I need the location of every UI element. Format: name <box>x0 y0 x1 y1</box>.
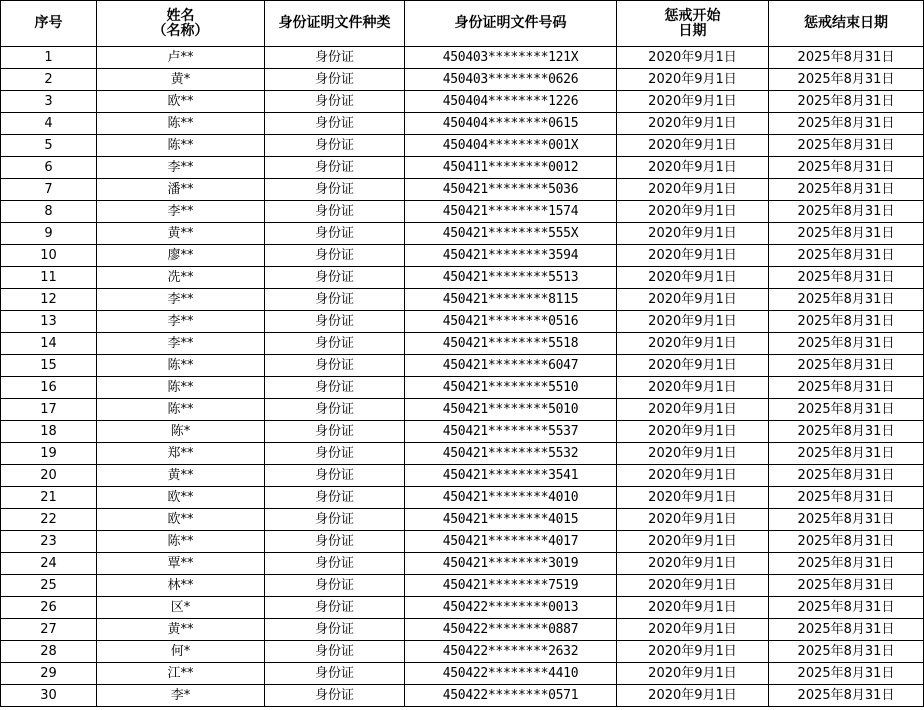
cell-id-type: 身份证 <box>265 223 405 245</box>
table-row <box>1 553 924 575</box>
table-row <box>1 267 924 289</box>
cell-name: 李* <box>97 685 265 707</box>
table-row <box>1 685 924 707</box>
cell-seq: 1 <box>1 47 97 69</box>
cell-id-type: 身份证 <box>265 289 405 311</box>
table-row <box>1 113 924 135</box>
cell-end-date: 2025年8月31日 <box>769 289 924 311</box>
cell-seq: 15 <box>1 355 97 377</box>
table-row <box>1 377 924 399</box>
header-name <box>97 1 265 47</box>
table-row <box>1 245 924 267</box>
cell-name: 欧** <box>97 487 265 509</box>
cell-start-date: 2020年9月1日 <box>617 465 769 487</box>
cell-seq: 29 <box>1 663 97 685</box>
cell-start-date: 2020年9月1日 <box>617 487 769 509</box>
header-id-type: 身份证明文件种类 <box>265 1 405 47</box>
cell-end-date: 2025年8月31日 <box>769 465 924 487</box>
cell-id-number: 450421********0516 <box>405 311 617 333</box>
cell-name: 李** <box>97 311 265 333</box>
cell-seq: 23 <box>1 531 97 553</box>
cell-name: 林** <box>97 575 265 597</box>
cell-end-date: 2025年8月31日 <box>769 333 924 355</box>
cell-id-number: 450421********5513 <box>405 267 617 289</box>
cell-end-date: 2025年8月31日 <box>769 267 924 289</box>
cell-name: 冼** <box>97 267 265 289</box>
cell-start-date: 2020年9月1日 <box>617 223 769 245</box>
table-row <box>1 333 924 355</box>
table-row <box>1 135 924 157</box>
cell-end-date: 2025年8月31日 <box>769 223 924 245</box>
cell-id-type: 身份证 <box>265 443 405 465</box>
cell-name: 陈** <box>97 113 265 135</box>
cell-seq: 25 <box>1 575 97 597</box>
header-start-line2: 日期 <box>678 22 707 39</box>
cell-id-type: 身份证 <box>265 487 405 509</box>
cell-start-date: 2020年9月1日 <box>617 333 769 355</box>
cell-end-date: 2025年8月31日 <box>769 47 924 69</box>
cell-id-number: 450421********3019 <box>405 553 617 575</box>
cell-name: 江** <box>97 663 265 685</box>
header-id-number: 身份证明文件号码 <box>405 1 617 47</box>
cell-id-type: 身份证 <box>265 399 405 421</box>
cell-id-number: 450421********6047 <box>405 355 617 377</box>
cell-end-date: 2025年8月31日 <box>769 69 924 91</box>
cell-name: 陈** <box>97 135 265 157</box>
cell-id-type: 身份证 <box>265 641 405 663</box>
table-row <box>1 663 924 685</box>
cell-seq: 28 <box>1 641 97 663</box>
cell-id-type: 身份证 <box>265 597 405 619</box>
cell-seq: 17 <box>1 399 97 421</box>
cell-end-date: 2025年8月31日 <box>769 113 924 135</box>
cell-start-date: 2020年9月1日 <box>617 619 769 641</box>
cell-start-date: 2020年9月1日 <box>617 575 769 597</box>
header-name-line1: 姓名 <box>166 7 195 24</box>
header-seq: 序号 <box>1 1 97 47</box>
cell-name: 欧** <box>97 509 265 531</box>
table-row <box>1 575 924 597</box>
cell-id-number: 450421********5036 <box>405 179 617 201</box>
cell-name: 陈** <box>97 355 265 377</box>
cell-name: 区* <box>97 597 265 619</box>
table-row <box>1 91 924 113</box>
table-row <box>1 289 924 311</box>
cell-start-date: 2020年9月1日 <box>617 201 769 223</box>
cell-name: 陈** <box>97 531 265 553</box>
cell-end-date: 2025年8月31日 <box>769 157 924 179</box>
cell-start-date: 2020年9月1日 <box>617 641 769 663</box>
cell-id-type: 身份证 <box>265 663 405 685</box>
cell-id-type: 身份证 <box>265 575 405 597</box>
cell-start-date: 2020年9月1日 <box>617 377 769 399</box>
table-row <box>1 619 924 641</box>
cell-id-number: 450421********5010 <box>405 399 617 421</box>
cell-id-number: 450422********0571 <box>405 685 617 707</box>
cell-start-date: 2020年9月1日 <box>617 47 769 69</box>
cell-name: 陈* <box>97 421 265 443</box>
table-row <box>1 487 924 509</box>
cell-id-type: 身份证 <box>265 465 405 487</box>
cell-id-number: 450421********555X <box>405 223 617 245</box>
cell-seq: 16 <box>1 377 97 399</box>
header-name-line2: （名称） <box>152 22 209 39</box>
cell-id-type: 身份证 <box>265 421 405 443</box>
cell-id-number: 450421********5510 <box>405 377 617 399</box>
header-start-date <box>617 1 769 47</box>
header-row <box>1 1 924 47</box>
cell-seq: 24 <box>1 553 97 575</box>
cell-seq: 12 <box>1 289 97 311</box>
cell-start-date: 2020年9月1日 <box>617 443 769 465</box>
cell-start-date: 2020年9月1日 <box>617 531 769 553</box>
table-row <box>1 201 924 223</box>
cell-name: 覃** <box>97 553 265 575</box>
cell-id-number: 450421********8115 <box>405 289 617 311</box>
cell-id-type: 身份证 <box>265 245 405 267</box>
cell-start-date: 2020年9月1日 <box>617 399 769 421</box>
cell-end-date: 2025年8月31日 <box>769 311 924 333</box>
cell-seq: 2 <box>1 69 97 91</box>
cell-id-number: 450421********4015 <box>405 509 617 531</box>
cell-id-number: 450421********7519 <box>405 575 617 597</box>
cell-start-date: 2020年9月1日 <box>617 663 769 685</box>
table-row <box>1 179 924 201</box>
cell-start-date: 2020年9月1日 <box>617 509 769 531</box>
cell-seq: 11 <box>1 267 97 289</box>
cell-id-type: 身份证 <box>265 179 405 201</box>
cell-id-type: 身份证 <box>265 201 405 223</box>
table-row <box>1 157 924 179</box>
cell-start-date: 2020年9月1日 <box>617 421 769 443</box>
cell-end-date: 2025年8月31日 <box>769 575 924 597</box>
cell-seq: 26 <box>1 597 97 619</box>
cell-name: 潘** <box>97 179 265 201</box>
cell-id-type: 身份证 <box>265 69 405 91</box>
cell-name: 李** <box>97 289 265 311</box>
table-row <box>1 421 924 443</box>
cell-id-number: 450411********0012 <box>405 157 617 179</box>
cell-end-date: 2025年8月31日 <box>769 663 924 685</box>
cell-start-date: 2020年9月1日 <box>617 91 769 113</box>
cell-id-number: 450421********5532 <box>405 443 617 465</box>
cell-end-date: 2025年8月31日 <box>769 91 924 113</box>
cell-id-number: 450421********5537 <box>405 421 617 443</box>
cell-id-number: 450421********4010 <box>405 487 617 509</box>
cell-id-number: 450421********3594 <box>405 245 617 267</box>
table-row <box>1 443 924 465</box>
cell-end-date: 2025年8月31日 <box>769 179 924 201</box>
table-row <box>1 531 924 553</box>
cell-name: 李** <box>97 157 265 179</box>
table-row <box>1 399 924 421</box>
cell-seq: 10 <box>1 245 97 267</box>
cell-end-date: 2025年8月31日 <box>769 641 924 663</box>
cell-id-number: 450421********3541 <box>405 465 617 487</box>
header-end-date: 惩戒结束日期 <box>769 1 924 47</box>
cell-end-date: 2025年8月31日 <box>769 553 924 575</box>
cell-id-number: 450403********121X <box>405 47 617 69</box>
cell-start-date: 2020年9月1日 <box>617 69 769 91</box>
cell-id-type: 身份证 <box>265 91 405 113</box>
cell-seq: 7 <box>1 179 97 201</box>
cell-id-number: 450404********0615 <box>405 113 617 135</box>
cell-id-type: 身份证 <box>265 47 405 69</box>
cell-start-date: 2020年9月1日 <box>617 289 769 311</box>
cell-seq: 9 <box>1 223 97 245</box>
cell-seq: 8 <box>1 201 97 223</box>
cell-seq: 30 <box>1 685 97 707</box>
cell-id-number: 450422********4410 <box>405 663 617 685</box>
cell-id-type: 身份证 <box>265 355 405 377</box>
table-row <box>1 223 924 245</box>
cell-id-type: 身份证 <box>265 267 405 289</box>
cell-id-type: 身份证 <box>265 157 405 179</box>
cell-start-date: 2020年9月1日 <box>617 245 769 267</box>
table-row <box>1 641 924 663</box>
cell-end-date: 2025年8月31日 <box>769 135 924 157</box>
cell-id-number: 450421********4017 <box>405 531 617 553</box>
table-row <box>1 311 924 333</box>
cell-end-date: 2025年8月31日 <box>769 443 924 465</box>
cell-seq: 19 <box>1 443 97 465</box>
cell-name: 陈** <box>97 399 265 421</box>
cell-name: 陈** <box>97 377 265 399</box>
cell-start-date: 2020年9月1日 <box>617 179 769 201</box>
table-row <box>1 355 924 377</box>
cell-end-date: 2025年8月31日 <box>769 685 924 707</box>
cell-id-type: 身份证 <box>265 311 405 333</box>
cell-id-number: 450422********2632 <box>405 641 617 663</box>
cell-id-number: 450422********0887 <box>405 619 617 641</box>
cell-end-date: 2025年8月31日 <box>769 377 924 399</box>
cell-start-date: 2020年9月1日 <box>617 685 769 707</box>
cell-seq: 3 <box>1 91 97 113</box>
cell-end-date: 2025年8月31日 <box>769 487 924 509</box>
cell-start-date: 2020年9月1日 <box>617 157 769 179</box>
cell-name: 黄* <box>97 69 265 91</box>
cell-id-number: 450422********0013 <box>405 597 617 619</box>
cell-seq: 5 <box>1 135 97 157</box>
cell-id-number: 450421********1574 <box>405 201 617 223</box>
cell-end-date: 2025年8月31日 <box>769 531 924 553</box>
cell-seq: 20 <box>1 465 97 487</box>
cell-id-type: 身份证 <box>265 509 405 531</box>
cell-id-type: 身份证 <box>265 377 405 399</box>
cell-name: 卢** <box>97 47 265 69</box>
cell-end-date: 2025年8月31日 <box>769 421 924 443</box>
cell-name: 李** <box>97 201 265 223</box>
cell-end-date: 2025年8月31日 <box>769 597 924 619</box>
cell-seq: 4 <box>1 113 97 135</box>
cell-start-date: 2020年9月1日 <box>617 553 769 575</box>
cell-name: 黄** <box>97 465 265 487</box>
cell-seq: 21 <box>1 487 97 509</box>
cell-start-date: 2020年9月1日 <box>617 355 769 377</box>
cell-start-date: 2020年9月1日 <box>617 135 769 157</box>
cell-id-number: 450403********0626 <box>405 69 617 91</box>
cell-seq: 22 <box>1 509 97 531</box>
table-body <box>1 47 924 707</box>
cell-seq: 18 <box>1 421 97 443</box>
cell-id-type: 身份证 <box>265 619 405 641</box>
cell-id-number: 450421********5518 <box>405 333 617 355</box>
cell-start-date: 2020年9月1日 <box>617 597 769 619</box>
cell-name: 黄** <box>97 619 265 641</box>
cell-name: 黄** <box>97 223 265 245</box>
cell-end-date: 2025年8月31日 <box>769 355 924 377</box>
cell-name: 欧** <box>97 91 265 113</box>
cell-end-date: 2025年8月31日 <box>769 201 924 223</box>
cell-id-type: 身份证 <box>265 135 405 157</box>
cell-seq: 13 <box>1 311 97 333</box>
cell-name: 李** <box>97 333 265 355</box>
cell-seq: 27 <box>1 619 97 641</box>
cell-end-date: 2025年8月31日 <box>769 509 924 531</box>
cell-name: 何* <box>97 641 265 663</box>
cell-id-type: 身份证 <box>265 553 405 575</box>
cell-start-date: 2020年9月1日 <box>617 267 769 289</box>
cell-seq: 14 <box>1 333 97 355</box>
cell-start-date: 2020年9月1日 <box>617 311 769 333</box>
table-row <box>1 597 924 619</box>
cell-start-date: 2020年9月1日 <box>617 113 769 135</box>
cell-id-number: 450404********1226 <box>405 91 617 113</box>
cell-id-number: 450404********001X <box>405 135 617 157</box>
cell-name: 郑** <box>97 443 265 465</box>
table-row <box>1 47 924 69</box>
header-start-line1: 惩戒开始 <box>664 7 721 24</box>
cell-seq: 6 <box>1 157 97 179</box>
cell-end-date: 2025年8月31日 <box>769 245 924 267</box>
cell-id-type: 身份证 <box>265 113 405 135</box>
cell-id-type: 身份证 <box>265 333 405 355</box>
cell-id-type: 身份证 <box>265 685 405 707</box>
table-row <box>1 69 924 91</box>
cell-end-date: 2025年8月31日 <box>769 619 924 641</box>
cell-name: 廖** <box>97 245 265 267</box>
cell-id-type: 身份证 <box>265 531 405 553</box>
table-row <box>1 509 924 531</box>
cell-end-date: 2025年8月31日 <box>769 399 924 421</box>
table-row <box>1 465 924 487</box>
